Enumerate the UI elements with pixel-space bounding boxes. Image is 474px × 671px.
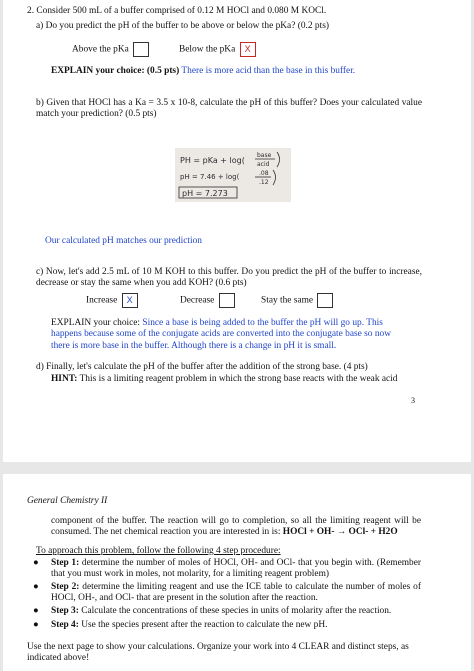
hw-frac-1-den: acid (257, 161, 270, 168)
closing-instructions: Use the next page to show your calculations. Organize your work into 4 CLEAR and distinct steps, as indicated above! (27, 642, 409, 664)
hw-frac-2-num: .08 (259, 170, 269, 177)
step-1-text: determine the number of moles of HOCl, OH- and OCl- that you begin with. (Remember that you must work in moles, not molarity, for a limiting reagent problem) (51, 558, 421, 580)
continuation-body: component of the buffer. The reaction will go to completion, so all the limiting reagent will be consumed. The net chemical reaction you are interested in is: (51, 516, 421, 538)
part-a-question: a) Do you predict the pH of the buffer to be above or below the pKa? (0.2 pts) (36, 21, 329, 31)
part-a-explain-answer[interactable]: There is more acid than the base in this buffer. (181, 66, 356, 76)
part-c-explain (51, 318, 401, 352)
increase-label: Increase (86, 295, 118, 306)
part-c-explain-label: EXPLAIN your choice: (51, 318, 141, 328)
step-2 (51, 582, 421, 605)
above-pka-checkbox[interactable] (133, 42, 149, 57)
stay-same-checkbox[interactable] (317, 293, 333, 308)
part-b-question: b) Given that HOCl has a Ka = 3.5 x 10-8, calculate the pH of this buffer? Does your calculated value match your prediction? (0.5 pts) (36, 98, 422, 120)
step-4-bullet: ● (33, 620, 39, 630)
step-1-label: Step 1: (51, 558, 80, 568)
hw-line-1: PH = pKa + log( (180, 156, 245, 165)
worksheet-page-1 (3, 0, 471, 462)
step-3 (51, 606, 421, 617)
step-3-bullet: ● (33, 606, 39, 616)
hint-label: HINT: (51, 374, 78, 384)
above-pka-option[interactable] (72, 42, 149, 57)
part-c-explain-answer[interactable]: Since a base is being added to the buffer the pH will go up. This happens because some of the conjugate acids are converted into the conjugate base so now there is more base in the buffer. Although there is a change in pH it is small. (51, 318, 391, 351)
part-d-question: d) Finally, let's calculate the pH of the buffer after the addition of the strong base. (4 pts) (36, 362, 368, 372)
handwritten-work-photo (175, 148, 291, 202)
step-2-label: Step 2: (51, 582, 80, 592)
stay-same-option[interactable] (261, 293, 333, 308)
increase-checkbox[interactable]: X (122, 293, 138, 308)
step-1-bullet: ● (33, 558, 39, 568)
below-pka-option[interactable] (179, 42, 256, 57)
running-header: General Chemistry II (27, 496, 108, 506)
continuation-text (51, 516, 421, 539)
increase-option[interactable] (86, 293, 138, 308)
part-d-hint (51, 374, 431, 385)
page-number: 3 (411, 396, 415, 405)
decrease-checkbox[interactable] (219, 293, 235, 308)
step-4 (51, 620, 421, 631)
step-2-bullet: ● (33, 582, 39, 592)
hw-line-3: pH = 7.273 (182, 189, 228, 198)
below-pka-checkbox[interactable]: X (240, 42, 256, 57)
net-reaction: HOCl + OH- → OCl- + H2O (282, 527, 398, 538)
step-2-text: determine the limiting reagent and use the ICE table to calculate the number of moles of HOCl, OH-, and OCl- that are present in the solution after the reaction. (51, 582, 421, 604)
hw-line-2: pH = 7.46 + log( (180, 173, 240, 181)
step-4-label: Step 4: (51, 620, 79, 630)
hw-frac-1-num: base (257, 152, 272, 159)
part-b-answer[interactable]: Our calculated pH matches our prediction (45, 236, 202, 246)
hw-frac-2-den: .12 (259, 179, 269, 186)
step-4-text: Use the species present after the reaction to calculate the new pH. (81, 620, 328, 630)
procedure-title: To approach this problem, follow the following 4 step procedure: (36, 546, 281, 556)
question-2-intro: 2. Consider 500 mL of a buffer comprised of 0.12 M HOCl and 0.080 M KOCl. (27, 6, 327, 16)
above-pka-label: Above the pKa (72, 44, 129, 55)
below-pka-label: Below the pKa (179, 44, 236, 55)
decrease-option[interactable] (180, 293, 235, 308)
handwritten-work-drawing (175, 148, 291, 202)
worksheet-page-2 (3, 474, 471, 671)
part-a-explain (51, 66, 451, 77)
step-3-label: Step 3: (51, 606, 79, 616)
step-1 (51, 558, 421, 581)
step-3-text: Calculate the concentrations of these species in units of molarity after the reaction. (81, 606, 392, 616)
decrease-label: Decrease (180, 295, 215, 306)
part-c-question: c) Now, let's add 2.5 mL of 10 M KOH to this buffer. Do you predict the pH of the buffer to increase, decrease or stay the same when you add KOH? (0.6 pts) (36, 267, 422, 289)
stay-same-label: Stay the same (261, 295, 314, 306)
part-a-explain-label: EXPLAIN your choice: (0.5 pts) (51, 66, 180, 76)
hint-text: This is a limiting reagent problem in which the strong base reacts with the weak acid (79, 374, 398, 384)
